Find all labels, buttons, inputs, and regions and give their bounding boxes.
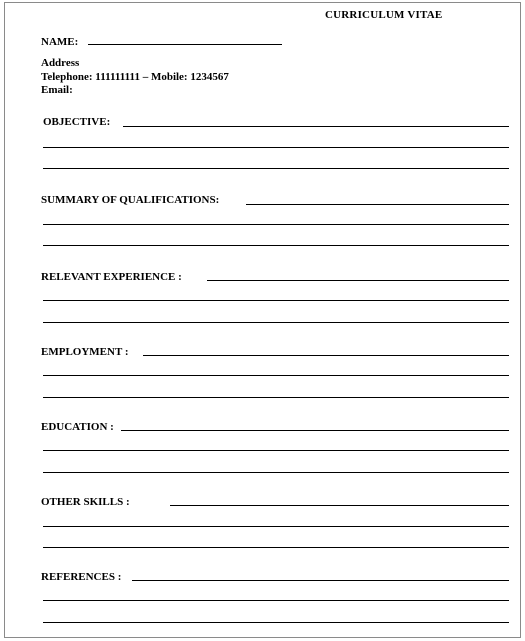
employment-line[interactable] [43, 375, 509, 376]
objective-line[interactable] [43, 147, 509, 148]
summary-of-qualifications-line[interactable] [43, 224, 509, 225]
other-skills-label: OTHER SKILLS : [41, 496, 130, 508]
relevant-experience-line[interactable] [43, 300, 509, 301]
employment-line[interactable] [143, 355, 509, 356]
summary-of-qualifications-label: SUMMARY OF QUALIFICATIONS: [41, 194, 220, 206]
references-line[interactable] [43, 600, 509, 601]
objective-label: OBJECTIVE: [43, 116, 111, 128]
education-line[interactable] [121, 430, 509, 431]
employment-label: EMPLOYMENT : [41, 346, 129, 358]
other-skills-line[interactable] [43, 526, 509, 527]
telephone-line: Telephone: 111111111 – Mobile: 1234567 [41, 71, 229, 83]
objective-line[interactable] [43, 168, 509, 169]
education-line[interactable] [43, 450, 509, 451]
relevant-experience-line[interactable] [43, 322, 509, 323]
education-label: EDUCATION : [41, 421, 114, 433]
summary-of-qualifications-line[interactable] [246, 204, 509, 205]
education-line[interactable] [43, 472, 509, 473]
other-skills-line[interactable] [170, 505, 509, 506]
page-title: CURRICULUM VITAE [325, 9, 443, 21]
relevant-experience-label: RELEVANT EXPERIENCE : [41, 271, 182, 283]
references-line[interactable] [43, 622, 509, 623]
address-label: Address [41, 57, 80, 69]
name-label: NAME: [41, 36, 79, 48]
references-label: REFERENCES : [41, 571, 122, 583]
other-skills-line[interactable] [43, 547, 509, 548]
email-label: Email: [41, 84, 73, 96]
name-field-line[interactable] [88, 44, 282, 45]
references-line[interactable] [132, 580, 509, 581]
summary-of-qualifications-line[interactable] [43, 245, 509, 246]
employment-line[interactable] [43, 397, 509, 398]
resume-page [4, 2, 521, 638]
relevant-experience-line[interactable] [207, 280, 509, 281]
objective-line[interactable] [123, 126, 509, 127]
